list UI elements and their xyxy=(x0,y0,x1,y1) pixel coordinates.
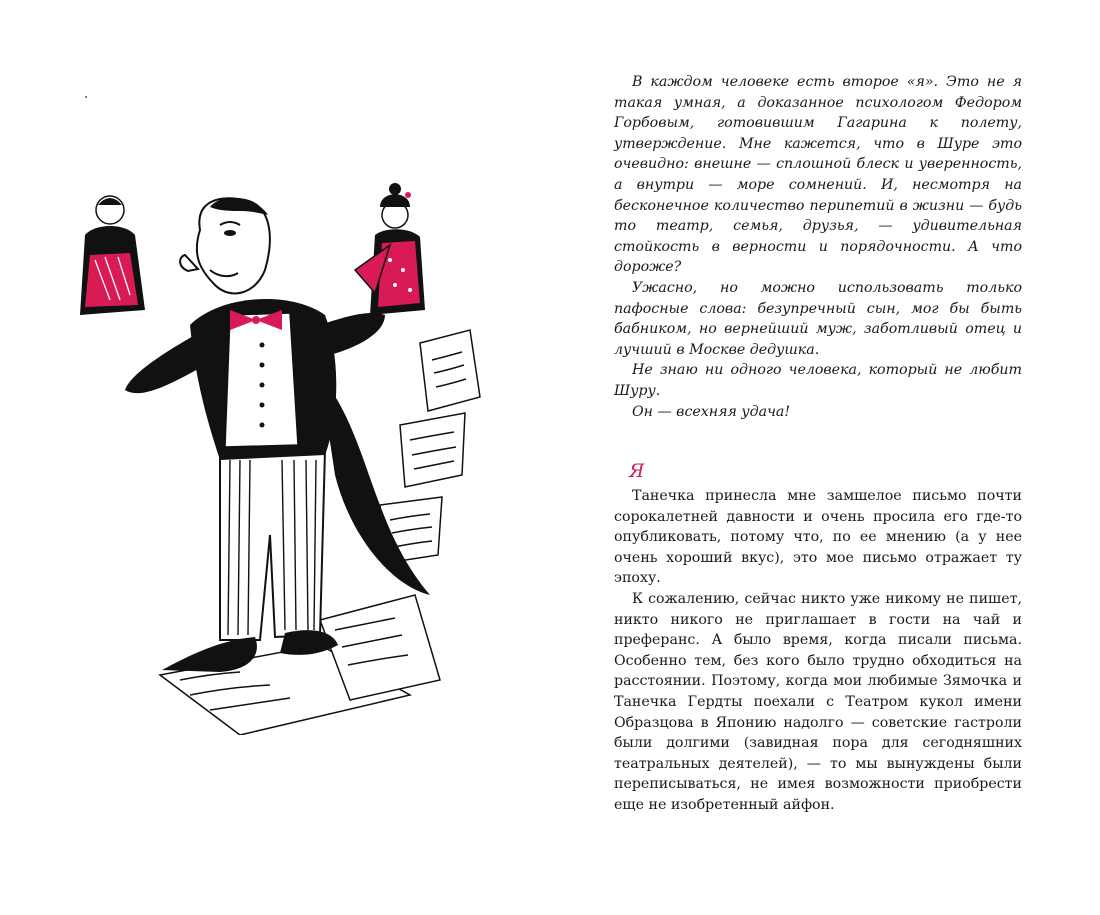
section-heading: Я xyxy=(629,460,645,483)
left-arm xyxy=(125,335,205,393)
text-column xyxy=(614,72,1022,816)
body-paragraph: Танечка принесла мне замшелое письмо почти сорокалетней давности и очень просила его где-то опубликовать, потому что, по ее мнению (а у нее очень хороший вкус), это мое письмо отражает ту эпоху. xyxy=(614,488,1022,587)
intro-paragraph: Он — всехняя удача! xyxy=(632,403,791,420)
print-speck xyxy=(85,96,87,98)
intro-paragraph: Не знаю ни одного человека, который не любит Шуру. xyxy=(614,362,1022,399)
boy-puppet xyxy=(80,196,145,315)
geisha-puppet xyxy=(355,183,425,315)
intro-block xyxy=(614,72,1022,422)
body-paragraph: К сожалению, сейчас никто уже никому не пишет, никто никого не приглашает в гости на чай и преферанс. А было время, когда писали письма. Особенно тем, без кого было трудно обходиться на расстоянии. Поэтому, когда мои любимые Зямочка и Танечка Гердты поехали с Театром кукол имени Образцова в Японию надолго — советские гастроли были долгими (завидная пора для сегодняшних театральных деятелей), — то мы вынуждены были переписываться, не имея возможности приобрести еще не изобретенный айфон. xyxy=(614,591,1022,813)
body-block xyxy=(614,486,1022,816)
right-arm xyxy=(320,313,385,355)
head xyxy=(180,198,270,293)
intro-paragraph: Ужасно, но можно использовать только пафосные слова: безупречный сын, мог бы быть бабником, но вернейший муж, заботливый отец и лучший в Москве дедушка. xyxy=(614,279,1022,358)
striped-trousers xyxy=(220,450,325,640)
intro-paragraph: В каждом человеке есть второе «я». Это не я такая умная, а доказанное психологом Федором Горбовым, готовившим Гагарина к полету, утверждение. Мне кажется, что в Шуре это очевидно: внешне — сплошной блеск и уверенность, а внутри — море сомнений. И, несмотря на бесконечное количество перипетий в жизни — будь то театр, семья, друзья, — удивительная стойкость в верности и порядочности. А что дороже? xyxy=(614,74,1022,276)
caricature-illustration xyxy=(70,175,490,735)
flying-letters xyxy=(380,330,480,563)
